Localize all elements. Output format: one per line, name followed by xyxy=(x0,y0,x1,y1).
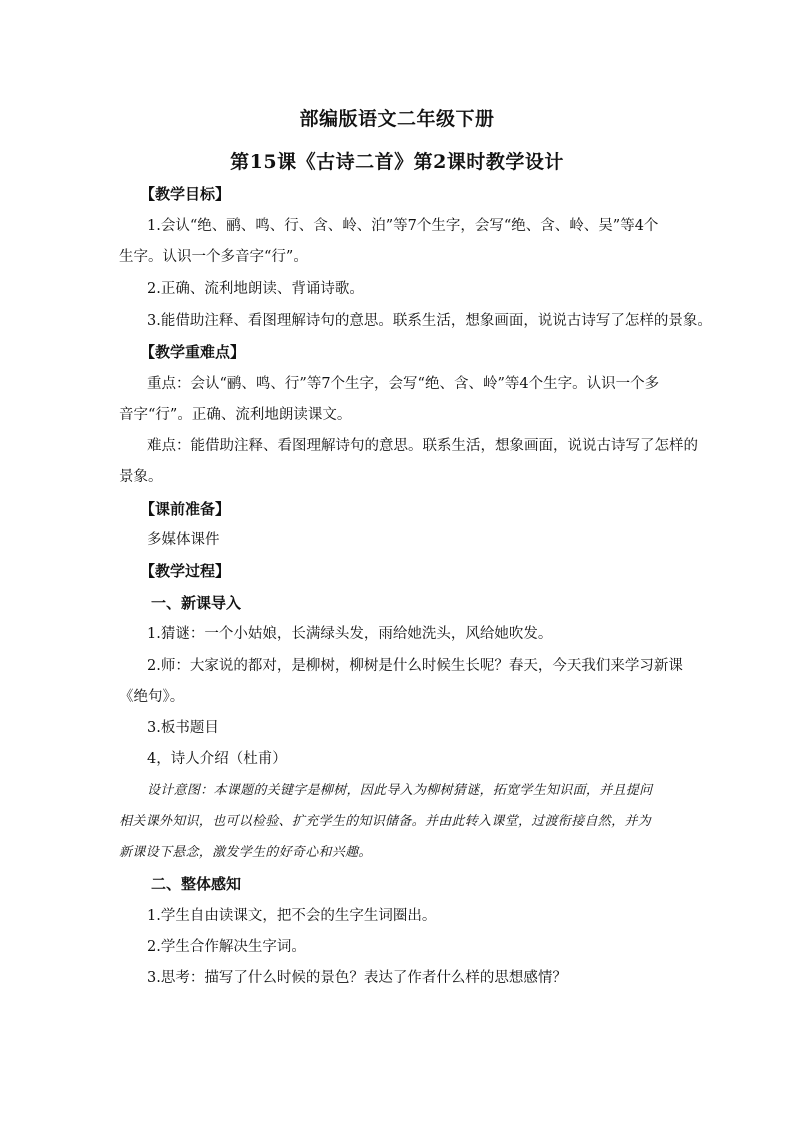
lesson-subtitle: 第15课《古诗二首》第2课时教学设计 xyxy=(230,151,564,173)
section-1-item-1: 1.猜谜：一个小姑娘，长满绿头发，雨给她洗头，风给她吹发。 xyxy=(147,626,553,642)
goal-3: 3.能借助注释、看图理解诗句的意思。联系生活，想象画面，说说古诗写了怎样的景象。 xyxy=(147,313,712,329)
key-point-line-2: 音字“行”。正确、流利地朗读课文。 xyxy=(119,407,352,423)
design-intent-line-2: 相关课外知识，也可以检验、扩充学生的知识储备。并由此转入课堂，过渡衔接自然，并为 xyxy=(119,814,652,829)
section-2-heading: 二、整体感知 xyxy=(151,875,242,893)
section-2-item-1: 1.学生自由读课文，把不会的生字生词圈出。 xyxy=(147,908,437,924)
difficult-point-line-1: 难点：能借助注释、看图理解诗句的意思。联系生活，想象画面，说说古诗写了怎样的 xyxy=(147,438,698,454)
section-2-item-2: 2.学生合作解决生字词。 xyxy=(147,939,306,955)
key-point-line-1: 重点：会认“鹂、鸣、行”等7个生字，会写“绝、含、岭”等4个生字。认识一个多 xyxy=(147,376,660,392)
section-2-item-3: 3.思考：描写了什么时候的景色？表达了作者什么样的思想感情？ xyxy=(147,970,567,986)
prep-text: 多媒体课件 xyxy=(147,532,220,548)
document-title: 部编版语文二年级下册 xyxy=(299,108,495,130)
goal-2: 2.正确、流利地朗读、背诵诗歌。 xyxy=(147,281,364,297)
design-intent-line-3: 新课设下悬念，激发学生的好奇心和兴趣。 xyxy=(119,845,372,860)
process-heading: 【教学过程】 xyxy=(140,562,231,580)
prep-heading: 【课前准备】 xyxy=(140,500,231,518)
goal-1-line-1: 1.会认“绝、鹂、鸣、行、含、岭、泊”等7个生字，会写“绝、含、岭、吴”等4个 xyxy=(147,218,659,234)
goal-1-line-2: 生字。认识一个多音字“行”。 xyxy=(119,249,308,265)
section-1-item-2-line-1: 2.师：大家说的都对，是柳树，柳树是什么时候生长呢？春天，今天我们来学习新课 xyxy=(147,658,683,674)
goals-heading: 【教学目标】 xyxy=(140,185,231,203)
design-intent-line-1: 设计意图：本课题的关键字是柳树，因此导入为柳树猜谜，拓宽学生知识面，并且提问 xyxy=(147,783,653,798)
section-1-item-2-line-2: 《绝句》。 xyxy=(119,689,185,705)
section-1-item-4: 4，诗人介绍（杜甫） xyxy=(147,751,287,767)
section-1-item-3: 3.板书题目 xyxy=(147,720,219,736)
keypoints-heading: 【教学重难点】 xyxy=(140,343,246,361)
section-1-heading: 一、新课导入 xyxy=(151,594,242,612)
difficult-point-line-2: 景象。 xyxy=(119,469,163,485)
